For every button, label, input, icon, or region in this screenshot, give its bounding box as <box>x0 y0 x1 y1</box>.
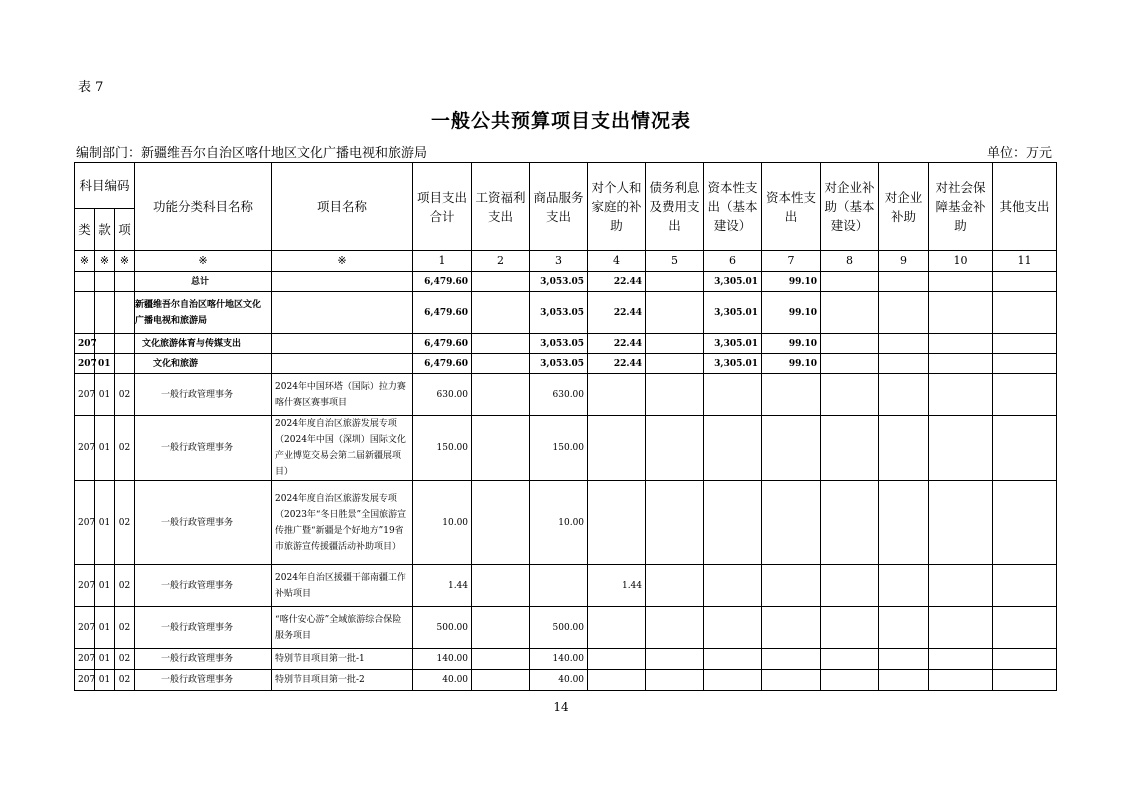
amount-cell <box>588 607 646 649</box>
amount-cell: 3,053.05 <box>530 334 588 354</box>
kuan-cell: 01 <box>95 565 115 607</box>
col-header: 其他支出 <box>993 163 1057 251</box>
amount-cell: 1.44 <box>588 565 646 607</box>
kuan-cell: 01 <box>95 670 115 691</box>
table-row <box>75 374 1057 416</box>
index-cell: ※ <box>115 251 135 272</box>
amount-cell <box>472 272 530 292</box>
table-row <box>75 272 1057 292</box>
project-name-cell: 2024年度自治区旅游发展专项（2023年“冬日胜景”全国旅游宣传推广暨“新疆是个好地方”19省市旅游宣传援疆活动补助项目） <box>272 481 413 565</box>
amount-cell <box>821 416 879 481</box>
function-name-header: 功能分类科目名称 <box>135 163 272 251</box>
index-cell: ※ <box>95 251 115 272</box>
amount-cell <box>821 272 879 292</box>
amount-cell: 1.44 <box>413 565 472 607</box>
amount-cell <box>646 292 704 334</box>
xiang-cell: 02 <box>115 481 135 565</box>
amount-cell <box>472 374 530 416</box>
amount-cell: 99.10 <box>762 354 821 374</box>
amount-cell: 99.10 <box>762 334 821 354</box>
subject-code-header: 科目编码 <box>75 163 135 209</box>
project-name-cell: “喀什安心游”全域旅游综合保险服务项目 <box>272 607 413 649</box>
amount-cell <box>588 416 646 481</box>
amount-cell <box>472 416 530 481</box>
kuan-cell: 01 <box>95 481 115 565</box>
amount-cell <box>993 354 1057 374</box>
kuan-cell: 01 <box>95 416 115 481</box>
amount-cell <box>472 334 530 354</box>
column-index-row <box>75 251 1057 272</box>
project-name-cell <box>272 334 413 354</box>
function-name-cell: 一般行政管理事务 <box>135 565 272 607</box>
amount-cell <box>588 649 646 670</box>
amount-cell <box>472 649 530 670</box>
amount-cell <box>993 607 1057 649</box>
amount-cell <box>704 649 762 670</box>
index-cell: ※ <box>272 251 413 272</box>
amount-cell <box>929 334 993 354</box>
amount-cell <box>762 374 821 416</box>
lei-cell: 207 <box>75 481 95 565</box>
xiang-cell: 02 <box>115 607 135 649</box>
amount-cell <box>879 292 929 334</box>
amount-cell: 6,479.60 <box>413 334 472 354</box>
amount-cell <box>929 607 993 649</box>
amount-cell <box>588 670 646 691</box>
amount-cell <box>929 565 993 607</box>
amount-cell: 3,305.01 <box>704 354 762 374</box>
amount-cell <box>821 670 879 691</box>
index-cell: 5 <box>646 251 704 272</box>
amount-cell <box>588 481 646 565</box>
xiang-cell: 02 <box>115 374 135 416</box>
index-cell: 8 <box>821 251 879 272</box>
amount-cell: 150.00 <box>413 416 472 481</box>
amount-cell: 99.10 <box>762 292 821 334</box>
amount-cell <box>993 374 1057 416</box>
amount-cell: 22.44 <box>588 292 646 334</box>
amount-cell: 140.00 <box>413 649 472 670</box>
xiang-cell <box>115 272 135 292</box>
amount-cell <box>762 416 821 481</box>
amount-cell: 6,479.60 <box>413 354 472 374</box>
amount-cell <box>879 334 929 354</box>
col-header: 债务利息及费用支出 <box>646 163 704 251</box>
amount-cell <box>762 481 821 565</box>
col-header: 资本性支出（基本建设） <box>704 163 762 251</box>
table-row <box>75 670 1057 691</box>
amount-cell: 3,305.01 <box>704 272 762 292</box>
table-row <box>75 481 1057 565</box>
function-name-cell: 一般行政管理事务 <box>135 670 272 691</box>
budget-table <box>74 162 1057 691</box>
table-row <box>75 334 1057 354</box>
amount-cell <box>588 374 646 416</box>
function-name-cell: 一般行政管理事务 <box>135 649 272 670</box>
compiling-department: 编制部门：新疆维吾尔自治区喀什地区文化广播电视和旅游局 <box>76 146 428 161</box>
lei-header: 类 <box>75 209 95 251</box>
lei-cell: 207 <box>75 649 95 670</box>
amount-cell <box>993 334 1057 354</box>
amount-cell <box>646 670 704 691</box>
amount-cell <box>879 670 929 691</box>
amount-cell <box>879 607 929 649</box>
amount-cell <box>929 670 993 691</box>
amount-cell <box>929 416 993 481</box>
amount-cell: 22.44 <box>588 334 646 354</box>
amount-cell: 6,479.60 <box>413 292 472 334</box>
index-cell: 4 <box>588 251 646 272</box>
amount-cell <box>879 354 929 374</box>
index-cell: 11 <box>993 251 1057 272</box>
project-name-cell: 2024年中国环塔（国际）拉力赛喀什赛区赛事项目 <box>272 374 413 416</box>
amount-cell <box>821 334 879 354</box>
amount-cell: 99.10 <box>762 272 821 292</box>
xiang-cell: 02 <box>115 416 135 481</box>
lei-cell <box>75 272 95 292</box>
kuan-cell <box>95 272 115 292</box>
amount-cell: 6,479.60 <box>413 272 472 292</box>
amount-cell <box>821 481 879 565</box>
table-row <box>75 416 1057 481</box>
amount-cell <box>762 670 821 691</box>
index-cell: 3 <box>530 251 588 272</box>
xiang-cell: 02 <box>115 565 135 607</box>
col-header: 工资福利支出 <box>472 163 530 251</box>
amount-cell <box>472 670 530 691</box>
kuan-header: 款 <box>95 209 115 251</box>
amount-cell <box>993 649 1057 670</box>
table-row <box>75 292 1057 334</box>
amount-cell: 40.00 <box>530 670 588 691</box>
amount-cell: 3,305.01 <box>704 334 762 354</box>
index-cell: ※ <box>135 251 272 272</box>
project-name-cell: 特别节目项目第一批-1 <box>272 649 413 670</box>
function-name-cell: 一般行政管理事务 <box>135 481 272 565</box>
kuan-cell: 01 <box>95 649 115 670</box>
amount-cell <box>929 272 993 292</box>
function-name-cell: 一般行政管理事务 <box>135 416 272 481</box>
lei-cell: 207 <box>75 374 95 416</box>
amount-cell <box>821 374 879 416</box>
xiang-cell: 02 <box>115 670 135 691</box>
amount-cell <box>879 374 929 416</box>
amount-cell <box>993 481 1057 565</box>
amount-cell <box>646 272 704 292</box>
amount-cell <box>821 607 879 649</box>
amount-cell <box>704 481 762 565</box>
function-name-cell: 文化旅游体育与传媒支出 <box>135 334 272 354</box>
amount-cell <box>762 565 821 607</box>
amount-cell <box>472 607 530 649</box>
lei-cell: 207 <box>75 607 95 649</box>
table-row <box>75 354 1057 374</box>
amount-cell <box>929 292 993 334</box>
function-name-cell: 文化和旅游 <box>135 354 272 374</box>
lei-cell: 207 <box>75 334 95 354</box>
amount-cell <box>821 292 879 334</box>
amount-cell <box>646 481 704 565</box>
amount-cell <box>821 649 879 670</box>
amount-cell: 500.00 <box>530 607 588 649</box>
amount-cell <box>993 416 1057 481</box>
amount-cell <box>762 649 821 670</box>
amount-cell <box>704 416 762 481</box>
kuan-cell: 01 <box>95 374 115 416</box>
project-name-cell <box>272 354 413 374</box>
amount-cell <box>646 565 704 607</box>
amount-cell <box>762 607 821 649</box>
amount-cell: 22.44 <box>588 272 646 292</box>
lei-cell <box>75 292 95 334</box>
col-header: 商品服务支出 <box>530 163 588 251</box>
amount-cell <box>646 374 704 416</box>
amount-cell: 3,053.05 <box>530 292 588 334</box>
project-name-cell: 2024年度自治区旅游发展专项（2024年中国（深圳）国际文化产业博览交易会第二届新疆展项目） <box>272 416 413 481</box>
xiang-cell <box>115 354 135 374</box>
amount-cell <box>646 354 704 374</box>
function-name-cell: 新疆维吾尔自治区喀什地区文化广播电视和旅游局 <box>135 292 272 334</box>
amount-cell: 150.00 <box>530 416 588 481</box>
amount-cell <box>821 565 879 607</box>
amount-cell <box>704 670 762 691</box>
amount-cell <box>646 334 704 354</box>
function-name-cell: 一般行政管理事务 <box>135 374 272 416</box>
amount-cell <box>472 565 530 607</box>
amount-cell: 630.00 <box>530 374 588 416</box>
unit-label: 单位：万元 <box>986 146 1052 161</box>
amount-cell <box>993 292 1057 334</box>
table-number: 表 7 <box>78 80 104 95</box>
amount-cell <box>879 272 929 292</box>
amount-cell <box>472 292 530 334</box>
amount-cell <box>929 481 993 565</box>
amount-cell <box>929 649 993 670</box>
index-cell: 7 <box>762 251 821 272</box>
project-name-cell <box>272 272 413 292</box>
col-header: 资本性支出 <box>762 163 821 251</box>
amount-cell <box>993 565 1057 607</box>
amount-cell <box>821 354 879 374</box>
index-cell: 6 <box>704 251 762 272</box>
project-name-cell: 2024年自治区援疆干部南疆工作补贴项目 <box>272 565 413 607</box>
amount-cell: 3,305.01 <box>704 292 762 334</box>
project-name-header: 项目名称 <box>272 163 413 251</box>
xiang-cell <box>115 334 135 354</box>
col-header: 项目支出合计 <box>413 163 472 251</box>
amount-cell <box>646 416 704 481</box>
index-cell: ※ <box>75 251 95 272</box>
amount-cell: 40.00 <box>413 670 472 691</box>
project-name-cell: 特别节目项目第一批-2 <box>272 670 413 691</box>
lei-cell: 207 <box>75 416 95 481</box>
page-number: 14 <box>553 700 569 714</box>
xiang-cell: 02 <box>115 649 135 670</box>
col-header: 对企业补助 <box>879 163 929 251</box>
index-cell: 9 <box>879 251 929 272</box>
amount-cell <box>879 649 929 670</box>
function-name-cell: 一般行政管理事务 <box>135 607 272 649</box>
amount-cell: 500.00 <box>413 607 472 649</box>
amount-cell <box>879 565 929 607</box>
xiang-header: 项 <box>115 209 135 251</box>
amount-cell <box>646 649 704 670</box>
lei-cell: 207 <box>75 565 95 607</box>
col-header: 对社会保障基金补助 <box>929 163 993 251</box>
table-row <box>75 565 1057 607</box>
amount-cell <box>530 565 588 607</box>
amount-cell: 140.00 <box>530 649 588 670</box>
kuan-cell <box>95 292 115 334</box>
kuan-cell: 01 <box>95 354 115 374</box>
col-header: 对企业补助（基本建设） <box>821 163 879 251</box>
amount-cell <box>993 272 1057 292</box>
project-name-cell <box>272 292 413 334</box>
amount-cell <box>879 481 929 565</box>
amount-cell <box>472 481 530 565</box>
amount-cell: 630.00 <box>413 374 472 416</box>
page-title: 一般公共预算项目支出情况表 <box>430 110 691 132</box>
amount-cell: 10.00 <box>413 481 472 565</box>
index-cell: 2 <box>472 251 530 272</box>
amount-cell: 3,053.05 <box>530 272 588 292</box>
index-cell: 1 <box>413 251 472 272</box>
kuan-cell <box>95 334 115 354</box>
amount-cell <box>929 354 993 374</box>
amount-cell <box>879 416 929 481</box>
amount-cell <box>929 374 993 416</box>
lei-cell: 207 <box>75 670 95 691</box>
amount-cell <box>704 565 762 607</box>
kuan-cell: 01 <box>95 607 115 649</box>
table-row <box>75 649 1057 670</box>
amount-cell <box>704 607 762 649</box>
amount-cell <box>993 670 1057 691</box>
amount-cell: 3,053.05 <box>530 354 588 374</box>
amount-cell <box>646 607 704 649</box>
lei-cell: 207 <box>75 354 95 374</box>
index-cell: 10 <box>929 251 993 272</box>
amount-cell <box>472 354 530 374</box>
function-name-cell: 总计 <box>135 272 272 292</box>
table-row <box>75 607 1057 649</box>
amount-cell: 22.44 <box>588 354 646 374</box>
col-header: 对个人和家庭的补助 <box>588 163 646 251</box>
xiang-cell <box>115 292 135 334</box>
amount-cell: 10.00 <box>530 481 588 565</box>
amount-cell <box>704 374 762 416</box>
